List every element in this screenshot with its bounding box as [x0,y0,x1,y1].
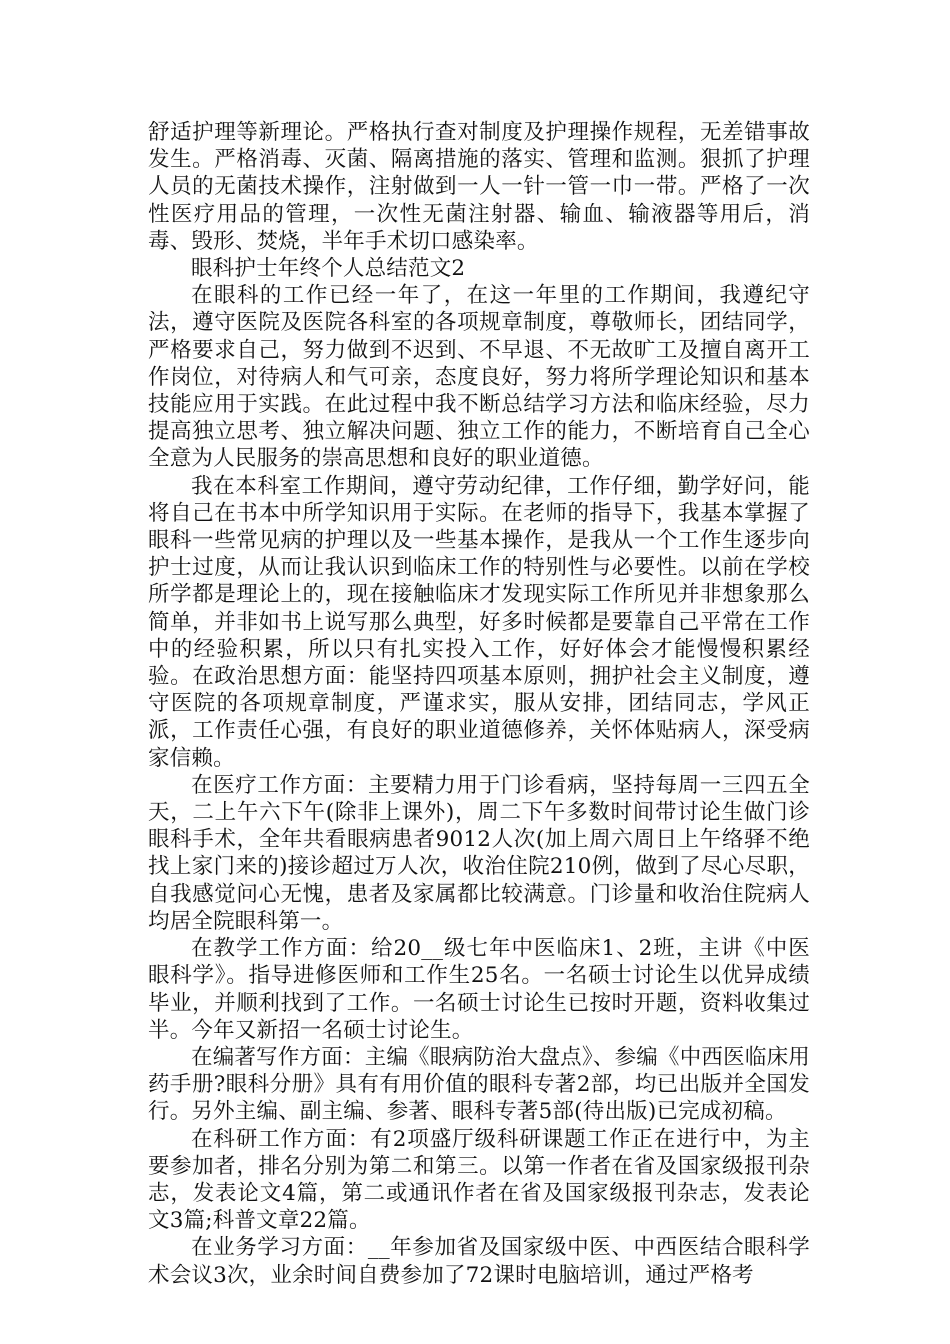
paragraph-teaching-work: 在教学工作方面：给20__级七年中医临床1、2班，主讲《中医眼科学》。指导进修医师和工作生25名。一名硕士讨论生以优异成绩毕业，并顺利找到了工作。一名硕士讨论生已按时开题，资料收集过半。今年又新招一名硕士讨论生。 [148,936,810,1043]
document-body [148,119,810,1289]
paragraph-study: 在业务学习方面：__年参加省及国家级中医、中西医结合眼科学术会议3次，业余时间自费参加了72课时电脑培训，通过严格考 [148,1235,810,1288]
paragraph-writing-work: 在编著写作方面：主编《眼病防治大盘点》、参编《中西医临床用药手册?眼科分册》具有有用价值的眼科专著2部，均已出版并全国发行。另外主编、副主编、参著、眼科专著5部(待出版)已完成初稿。 [148,1044,810,1125]
paragraph-continuation: 舒适护理等新理论。严格执行查对制度及护理操作规程，无差错事故发生。严格消毒、灭菌、隔离措施的落实、管理和监测。狠抓了护理人员的无菌技术操作，注射做到一人一针一管一巾一带。严格了一次性医疗用品的管理，一次性无菌注射器、输血、输液器等用后，消毒、毁形、焚烧，半年手术切口感染率。 [148,120,810,254]
paragraph-medical-work: 在医疗工作方面：主要精力用于门诊看病，坚持每周一三四五全天，二上午六下午(除非上课外)，周二下午多数时间带讨论生做门诊眼科手术，全年共看眼病患者9012人次(加上周六周日上午络驿不绝找上家门来的)接诊超过万人次，收治住院210例，做到了尽心尽职，自我感觉问心无愧，患者及家属都比较满意。门诊量和收治住院病人均居全院眼科第一。 [148,772,810,934]
section-heading: 眼科护士年终个人总结范文2 [191,256,466,282]
paragraph-department-work: 我在本科室工作期间，遵守劳动纪律，工作仔细，勤学好问，能将自己在书本中所学知识用于实际。在老师的指导下，我基本掌握了眼科一些常见病的护理以及一些基本操作，是我从一个工作生逐步向护士过度，从而让我认识到临床工作的特别性与必要性。以前在学校所学都是理论上的，现在接触临床才发现实际工作所见并非想象那么简单，并非如书上说写那么典型，好多时候都是要靠自己平常在工作中的经验积累，所以只有扎实投入工作，好好体会才能慢慢积累经验。在政治思想方面：能坚持四项基本原则，拥护社会主义制度，遵守医院的各项规章制度，严谨求实，服从安排，团结同志，学风正派，工作责任心强，有良好的职业道德修养，关怀体贴病人，深受病家信赖。 [148,473,810,771]
paragraph-research-work: 在科研工作方面：有2项盛厅级科研课题工作正在进行中，为主要参加者，排名分别为第二和第三。以第一作者在省及国家级报刊杂志，发表论文4篇，第二或通讯作者在省及国家级报刊杂志，发表论文3篇;科普文章22篇。 [148,1126,810,1234]
paragraph-work-attitude: 在眼科的工作已经一年了，在这一年里的工作期间，我遵纪守法，遵守医院及医院各科室的各项规章制度，尊敬师长，团结同学，严格要求自己，努力做到不迟到、不早退、不无故旷工及擅自离开工作岗位，对待病人和气可亲，态度良好，努力将所学理论知识和基本技能应用于实践。在此过程中我不断总结学习方法和临床经验，尽力提高独立思考、独立解决问题、独立工作的能力，不断培育自己全心全意为人民服务的崇高思想和良好的职业道德。 [148,283,810,472]
